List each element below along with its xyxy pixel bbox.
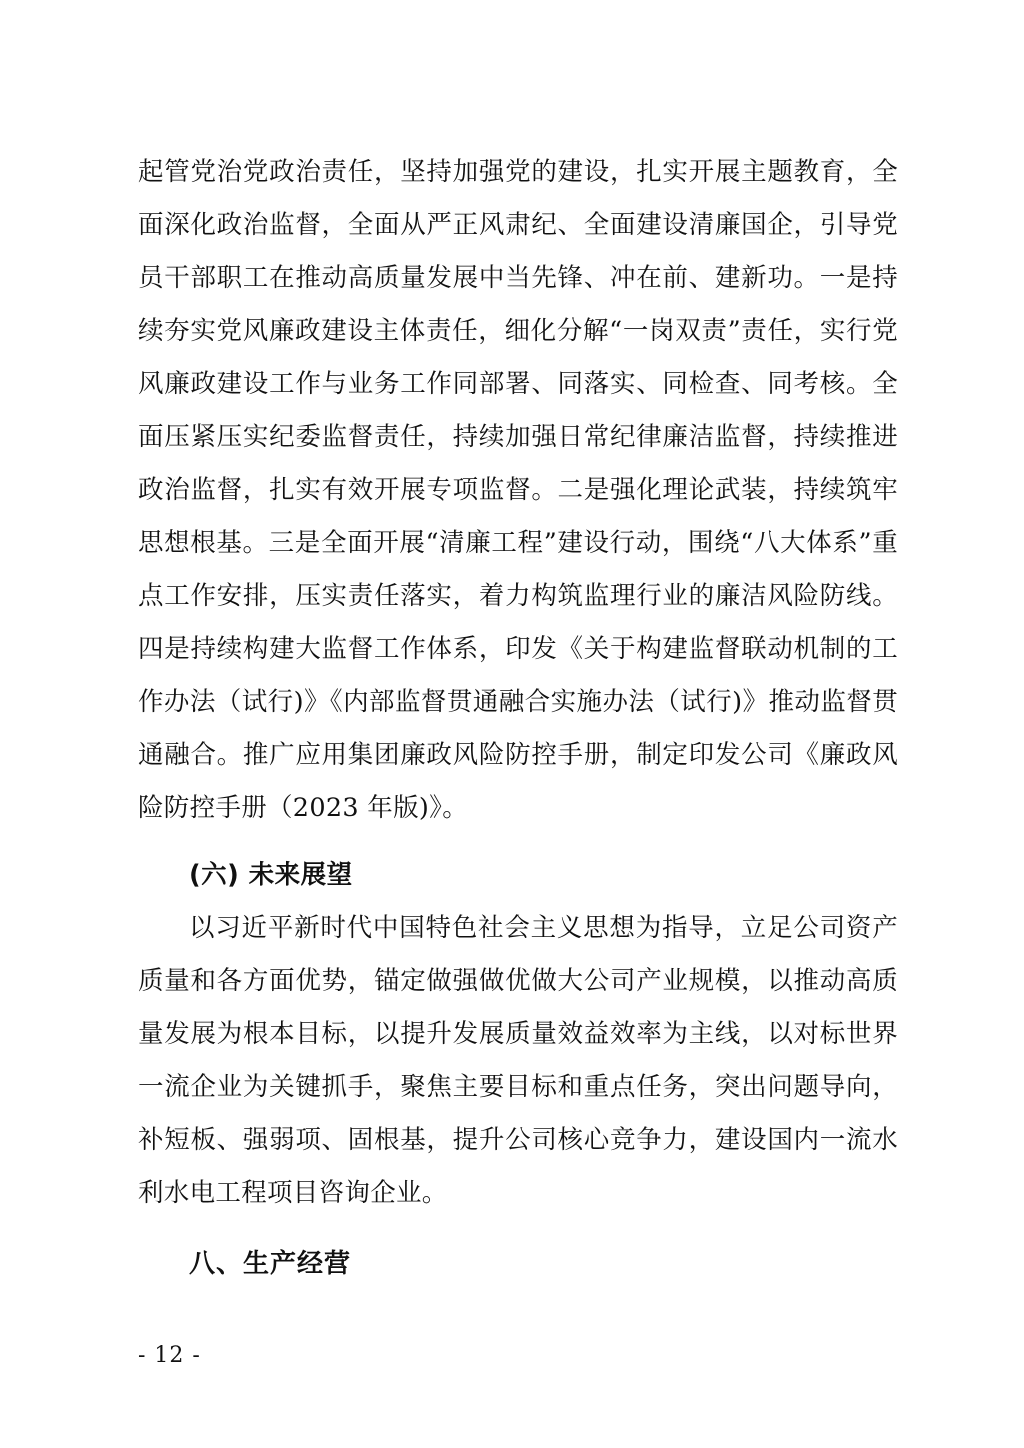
section-heading-production-operations: 八、生产经营 [189,1249,352,1279]
page-content [138,146,898,1291]
subsection-heading-future-outlook: (六) 未来展望 [189,860,353,890]
paragraph-future-outlook: 以习近平新时代中国特色社会主义思想为指导，立足公司资产质量和各方面优势，锚定做强做优做大公司产业规模，以推动高质量发展为根本目标，以提升发展质量效益效率为主线，以对标世界一流企业为关键抓手，聚焦主要目标和重点任务，突出问题导向，补短板、强弱项、固根基，提升公司核心竞争力，建设国内一流水利水电工程项目咨询企业。 [138,913,898,1208]
page-number: - 12 - [138,1343,201,1368]
paragraph-party-governance: 起管党治党政治责任，坚持加强党的建设，扎实开展主题教育，全面深化政治监督，全面从严正风肃纪、全面建设清廉国企，引导党员干部职工在推动高质量发展中当先锋、冲在前、建新功。一是持续夯实党风廉政建设主体责任，细化分解“一岗双责”责任，实行党风廉政建设工作与业务工作同部署、同落实、同检查、同考核。全面压紧压实纪委监督责任，持续加强日常纪律廉洁监督，持续推进政治监督，扎实有效开展专项监督。二是强化理论武装，持续筑牢思想根基。三是全面开展“清廉工程”建设行动，围绕“八大体系”重点工作安排，压实责任落实，着力构筑监理行业的廉洁风险防线。四是持续构建大监督工作体系，印发《关于构建监督联动机制的工作办法（试行)》《内部监督贯通融合实施办法（试行)》推动监督贯通融合。推广应用集团廉政风险防控手册，制定印发公司《廉政风险防控手册（2023 年版)》。 [138,157,898,823]
